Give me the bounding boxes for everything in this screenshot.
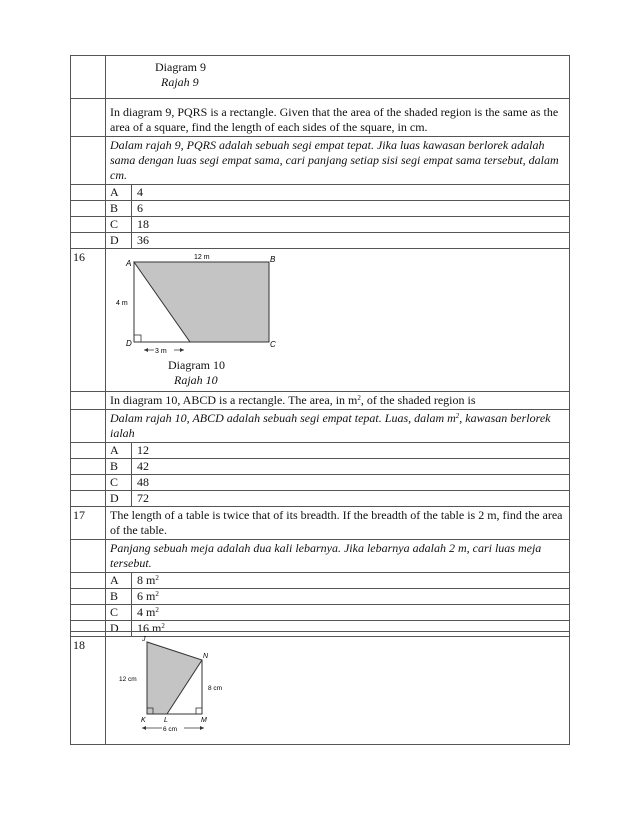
q15-option-b[interactable]	[71, 201, 570, 217]
q16-diagram-cell	[106, 249, 570, 392]
q15-option-d[interactable]	[71, 233, 570, 249]
q18-figure	[112, 634, 232, 740]
q16-label-a: A	[126, 259, 132, 268]
option-letter: C	[106, 605, 132, 621]
q18-label-m: M	[201, 717, 207, 724]
q17-number: 17	[71, 507, 106, 540]
option-value: 16 $m^2$	[132, 621, 570, 637]
q18-shaded-region	[147, 642, 202, 714]
option-value: 4 $m^2$	[132, 605, 570, 621]
option-letter: A	[106, 573, 132, 589]
q18-diagram-cell	[106, 632, 570, 745]
q16-question-en: In diagram 10, ABCD is a rectangle. The area, in $m^2$, of the shaded region is	[106, 392, 570, 410]
q15-option-c[interactable]	[71, 217, 570, 233]
question-table-18	[70, 631, 570, 745]
q18-label-right: 8 cm	[208, 685, 223, 692]
q18-number: 18	[71, 632, 106, 745]
option-value: 4	[132, 185, 570, 201]
q16-option-c[interactable]	[71, 475, 570, 491]
option-value: 72	[132, 491, 570, 507]
option-letter: B	[106, 459, 132, 475]
option-letter: A	[106, 185, 132, 201]
option-letter: C	[106, 475, 132, 491]
q17-option-a[interactable]	[71, 573, 570, 589]
q18-label-k: K	[141, 717, 146, 724]
option-value: 6	[132, 201, 570, 217]
option-value: 12	[132, 443, 570, 459]
q16-label-b: B	[270, 255, 276, 264]
option-letter: D	[106, 621, 132, 637]
q16-label-bottom: 3 m	[155, 348, 167, 355]
option-letter: D	[106, 491, 132, 507]
q17-question-en: The length of a table is twice that of its breadth. If the breadth of the table is 2 m, find the area of the table.	[106, 507, 570, 540]
q15-question-en: In diagram 9, PQRS is a rectangle. Given that the area of the shaded region is the same as the area of a square, find the length of each sides of the square, in cm.	[106, 99, 570, 137]
option-letter: B	[106, 589, 132, 605]
q16-question-ms: Dalam rajah 10, ABCD adalah sebuah segi empat tepat. Luas, dalam $m^2$, kawasan berlorek ialah	[106, 410, 570, 443]
q16-diagram-caption-ms: Rajah 10	[174, 373, 218, 387]
option-value: 48	[132, 475, 570, 491]
q18-label-l: L	[164, 717, 168, 724]
q16-figure	[114, 252, 284, 358]
q18-label-n: N	[203, 653, 209, 660]
option-letter: A	[106, 443, 132, 459]
q15-number-cell	[71, 56, 106, 99]
q15-option-a[interactable]	[71, 185, 570, 201]
option-letter: C	[106, 217, 132, 233]
q18-label-bottom: 6 cm	[163, 726, 178, 733]
option-letter: D	[106, 233, 132, 249]
q17-question-ms: Panjang sebuah meja adalah dua kali lebarnya. Jika lebarnya adalah 2 m, cari luas meja tersebut.	[106, 540, 570, 573]
q16-label-d: D	[126, 339, 132, 348]
q15-diagram-cell	[106, 56, 570, 99]
option-value: 8 $m^2$	[132, 573, 570, 589]
q16-option-b[interactable]	[71, 459, 570, 475]
q15-diagram-caption-ms: Rajah 9	[161, 75, 199, 89]
q18-label-left: 12 cm	[119, 676, 137, 683]
q16-number: 16	[71, 249, 106, 392]
option-value: 42	[132, 459, 570, 475]
option-letter: B	[106, 201, 132, 217]
option-value: 36	[132, 233, 570, 249]
q15-question-ms: Dalam rajah 9, PQRS adalah sebuah segi empat tepat. Jika luas kawasan berlorek adalah sama dengan luas segi empat sama, cari panjang setiap sisi segi empat sama tersebut, dalam cm.	[106, 137, 570, 185]
q16-diagram-caption-en: Diagram 10	[168, 358, 225, 372]
q16-label-left: 4 m	[116, 300, 128, 307]
q16-shaded-region	[134, 262, 269, 342]
q16-label-top: 12 m	[194, 254, 210, 261]
q16-option-a[interactable]	[71, 443, 570, 459]
q16-label-c: C	[270, 340, 276, 349]
q16-option-d[interactable]	[71, 491, 570, 507]
option-value: 18	[132, 217, 570, 233]
q17-option-b[interactable]	[71, 589, 570, 605]
q15-diagram-caption-en: Diagram 9	[155, 60, 206, 74]
option-value: 6 $m^2$	[132, 589, 570, 605]
q17-option-c[interactable]	[71, 605, 570, 621]
q18-label-j: J	[142, 636, 146, 643]
question-table-main	[70, 55, 570, 637]
